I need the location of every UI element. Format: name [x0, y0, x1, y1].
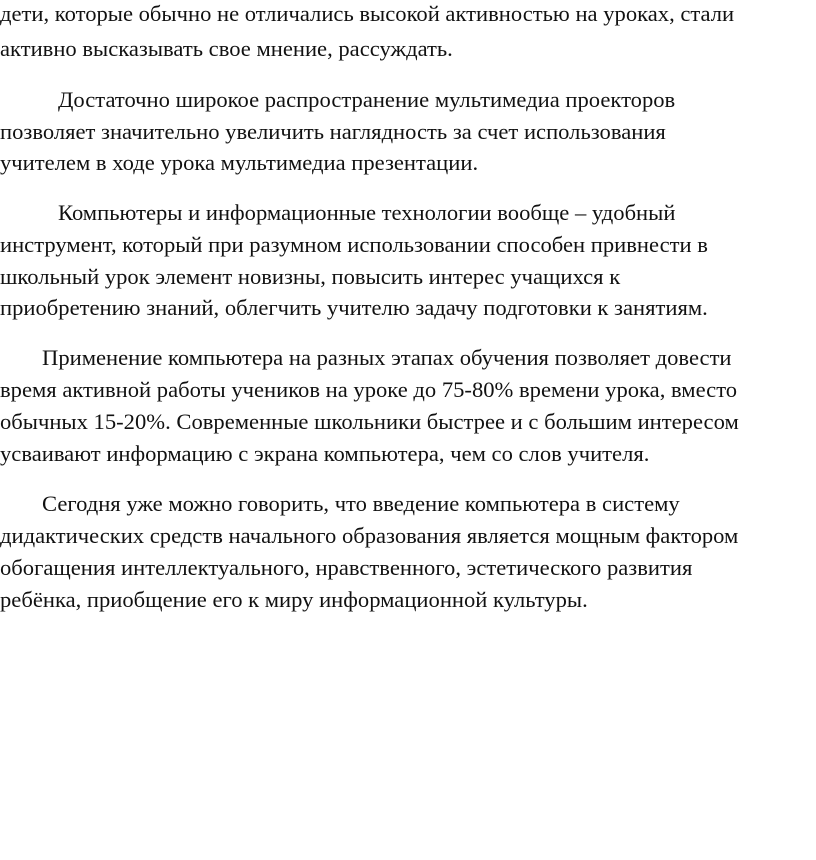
paragraph-2-line-1: Достаточно широкое распространение мультимедиа проекторов: [58, 87, 676, 112]
paragraph-2-line-2: позволяет значительно увеличить наглядность за счет использования: [0, 119, 666, 144]
paragraph-4-line-3: обычных 15-20%. Современные школьники быстрее и с большим интересом: [0, 409, 739, 434]
paragraph-3-line-4: приобретению знаний, облегчить учителю задачу подготовки к занятиям.: [0, 295, 708, 320]
paragraph-5-line-1: Сегодня уже можно говорить, что введение компьютера в систему: [42, 491, 680, 516]
paragraph-5-line-4: ребёнка, приобщение его к миру информационной культуры.: [0, 587, 588, 612]
paragraph-1-line-1: дети, которые обычно не отличались высокой активностью на уроках, стали: [0, 1, 735, 26]
paragraph-3-line-3: школьный урок элемент новизны, повысить интерес учащихся к: [0, 264, 621, 289]
paragraph-5-line-2: дидактических средств начального образования является мощным фактором: [0, 523, 739, 548]
paragraph-3-line-2: инструмент, который при разумном использовании способен привнести в: [0, 232, 708, 257]
paragraph-4-line-4: усваивают информацию с экрана компьютера, чем со слов учителя.: [0, 441, 650, 466]
paragraph-2-line-3: учителем в ходе урока мультимедиа презентации.: [0, 150, 479, 175]
paragraph-5-line-3: обогащения интеллектуального, нравственного, эстетического развития: [0, 555, 693, 580]
paragraph-4-line-1: Применение компьютера на разных этапах обучения позволяет довести: [42, 345, 732, 370]
paragraph-1-line-2: активно высказывать свое мнение, рассуждать.: [0, 36, 453, 61]
paragraph-3-line-1: Компьютеры и информационные технологии вообще – удобный: [58, 200, 676, 225]
paragraph-4-line-2: время активной работы учеников на уроке до 75-80% времени урока, вместо: [0, 377, 738, 402]
